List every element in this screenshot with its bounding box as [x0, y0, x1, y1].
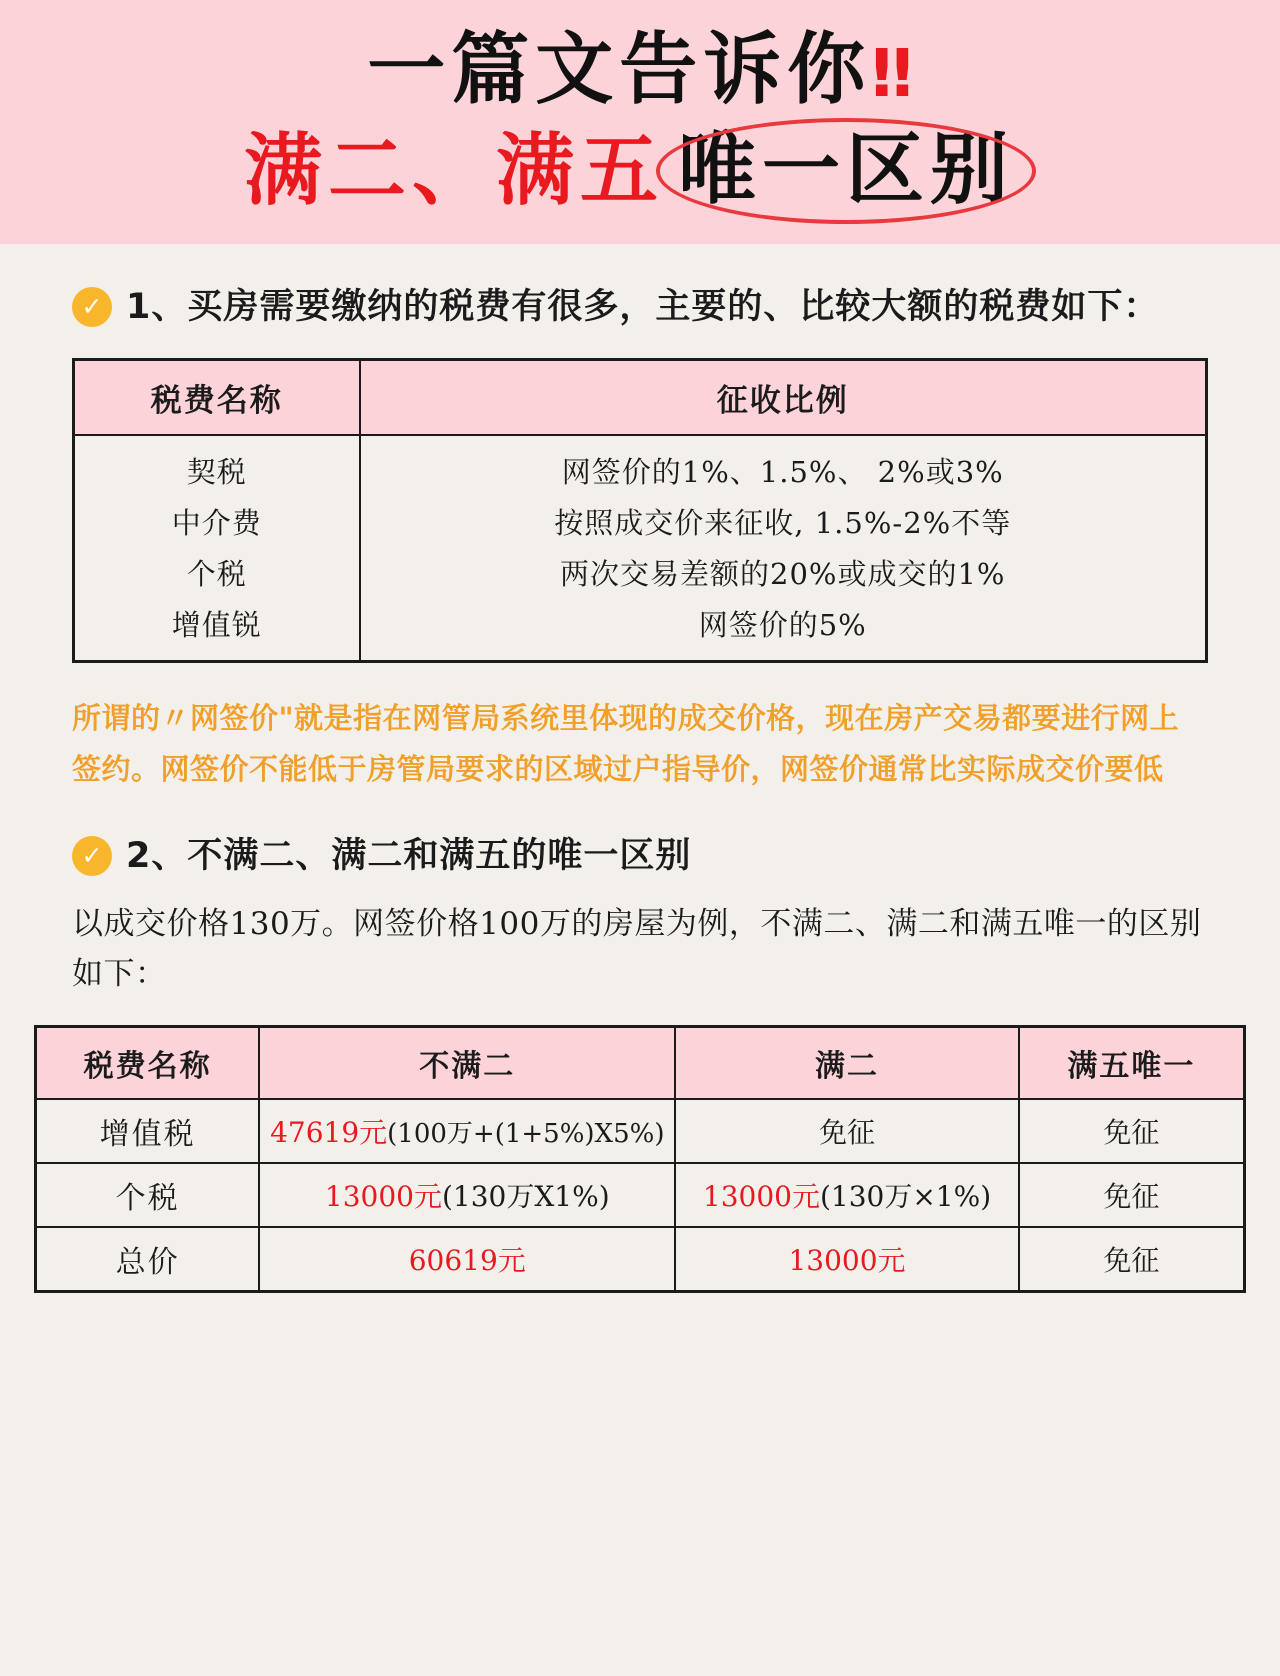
- cell-over-two: [675, 1227, 1018, 1292]
- comparison-table: [34, 1025, 1246, 1293]
- cell-tax-name: 增值税: [36, 1099, 260, 1163]
- section-2-heading: [72, 829, 1208, 883]
- section-1-heading-text: 1、买房需要缴纳的税费有很多，主要的、比较大额的税费如下：: [126, 286, 1160, 327]
- check-icon: ✓: [72, 287, 112, 327]
- banner-subtitle-red: 满二、满五: [243, 125, 664, 216]
- table-row: [74, 435, 1207, 496]
- amount-red: 47619元: [270, 1116, 388, 1150]
- cell-tax-rate: 按照成交价来征收, 1.5%-2%不等: [360, 496, 1207, 547]
- table-row: [74, 598, 1207, 662]
- table-row: [36, 1227, 1245, 1292]
- cell-tax-rate: 网签价的1%、1.5%、 2%或3%: [360, 435, 1207, 496]
- amount-formula: 免征: [819, 1116, 876, 1150]
- cell-under-two: [259, 1099, 675, 1163]
- column-header-over-two: 满二: [675, 1027, 1018, 1100]
- column-header-rate: 征收比例: [360, 360, 1207, 436]
- cell-tax-rate: 网签价的5%: [360, 598, 1207, 662]
- amount-red: 13000元: [788, 1244, 906, 1278]
- table-header-row: [36, 1027, 1245, 1100]
- cell-tax-name: 总价: [36, 1227, 260, 1292]
- table-row: [36, 1099, 1245, 1163]
- banner-title-text: 一篇文告诉你: [367, 25, 872, 115]
- cell-tax-name: 契税: [74, 435, 360, 496]
- amount-red: 13000元: [702, 1180, 820, 1214]
- section-1-heading: [72, 280, 1208, 334]
- cell-under-two: [259, 1163, 675, 1227]
- amount-formula: (130万X1%): [441, 1180, 610, 1214]
- cell-over-five: 免征: [1019, 1163, 1245, 1227]
- cell-over-five: 免征: [1019, 1099, 1245, 1163]
- cell-over-two: [675, 1099, 1018, 1163]
- cell-tax-name: 中介费: [74, 496, 360, 547]
- banner-subtitle-circled: 唯一区别: [656, 126, 1036, 218]
- header-banner: [0, 0, 1280, 244]
- column-header-tax-name: 税费名称: [36, 1027, 260, 1100]
- double-exclamation-icon: ‼: [871, 35, 913, 112]
- section-2-heading-text: 2、不满二、满二和满五的唯一区别: [126, 835, 692, 876]
- amount-red: 13000元: [324, 1180, 442, 1214]
- amount-formula: (130万×1%): [819, 1180, 992, 1214]
- cell-tax-name: 个税: [74, 547, 360, 598]
- cell-tax-rate: 两次交易差额的20%或成交的1%: [360, 547, 1207, 598]
- comparison-table-wrap: [0, 1025, 1280, 1293]
- table-header-row: [74, 360, 1207, 436]
- cell-over-two: [675, 1163, 1018, 1227]
- cell-tax-name: 个税: [36, 1163, 260, 1227]
- amount-formula: (100万+(1+5%)X5%): [387, 1119, 665, 1150]
- table-row: [74, 547, 1207, 598]
- cell-tax-name: 增值锐: [74, 598, 360, 662]
- cell-under-two: [259, 1227, 675, 1292]
- banner-title-line1: [0, 25, 1280, 115]
- column-header-tax-name: 税费名称: [74, 360, 360, 436]
- banner-title-line2: [0, 126, 1280, 218]
- section-2-paragraph: 以成交价格130万。网签价格100万的房屋为例，不满二、满二和满五唯一的区别如下：: [72, 905, 1202, 992]
- check-icon: ✓: [72, 836, 112, 876]
- content-area: [0, 244, 1280, 999]
- cell-over-five: 免征: [1019, 1227, 1245, 1292]
- table-row: [74, 496, 1207, 547]
- amount-red: 60619元: [408, 1244, 526, 1278]
- table-row: [36, 1163, 1245, 1227]
- column-header-over-five-only: 满五唯一: [1019, 1027, 1245, 1100]
- column-header-under-two: 不满二: [259, 1027, 675, 1100]
- tax-types-table: [72, 358, 1208, 663]
- online-price-note: 所谓的〃网签价"就是指在网管局系统里体现的成交价格，现在房产交易都要进行网上签约。网签价不能低于房管局要求的区域过户指导价，网签价通常比实际成交价要低: [72, 701, 1180, 786]
